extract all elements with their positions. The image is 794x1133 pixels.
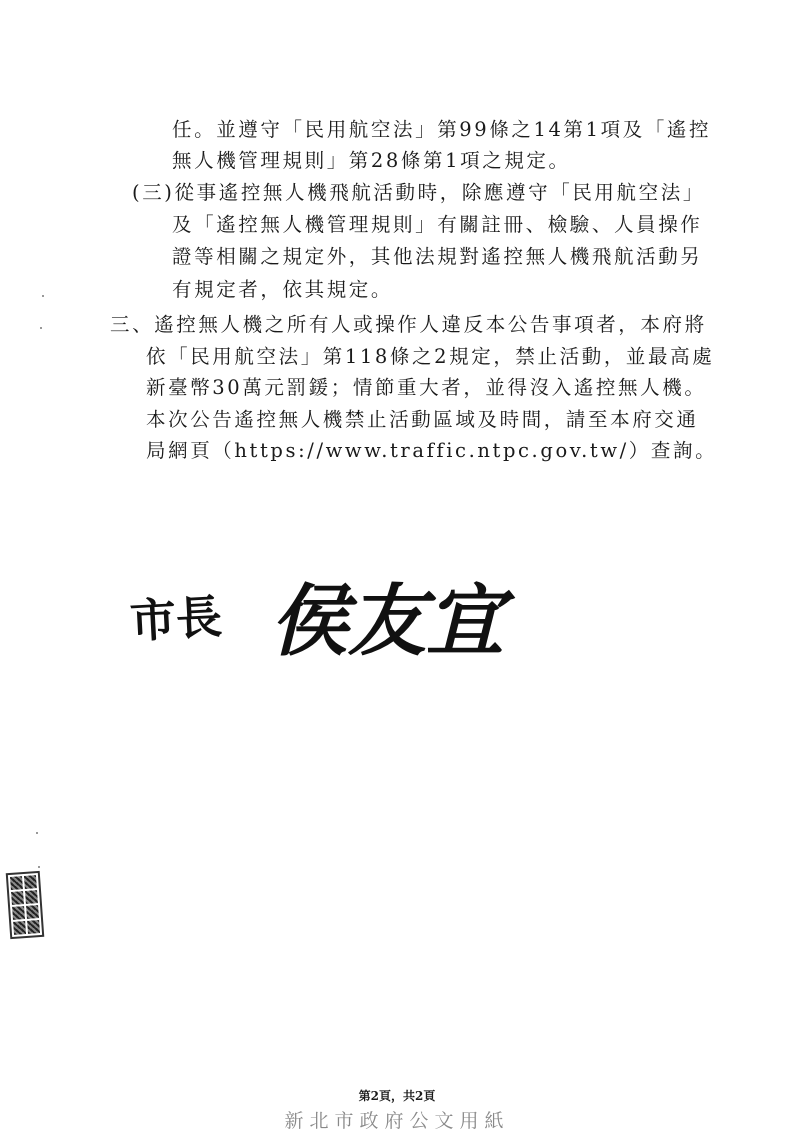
body-line: 三、遙控無人機之所有人或操作人違反本公告事項者，本府將 [110,313,707,336]
body-line: 無人機管理規則」第28條第1項之規定。 [172,149,571,172]
page-indicator: 第2頁，共2頁 [358,1089,436,1103]
body-line: 證等相關之規定外，其他法規對遙控無人機飛航活動另 [172,245,703,268]
body-line: 新臺幣30萬元罰鍰；情節重大者，並得沒入遙控無人機。 [146,376,707,399]
body-line: 任。並遵守「民用航空法」第99條之14第1項及「遙控 [172,118,712,141]
body-line: 局網頁（https://www.traffic.ntpc.gov.tw/）查詢。 [146,439,718,462]
body-line: 及「遙控無人機管理規則」有關註冊、檢驗、人員操作 [172,213,703,236]
body-line: 有規定者，依其規定。 [172,278,394,301]
scan-speck [42,295,44,297]
body-line: 依「民用航空法」第118條之2規定，禁止活動，並最高處 [146,345,715,368]
svg-text:市長: 市長 [128,589,224,649]
scan-speck [40,327,42,329]
body-line: (三)從事遙控無人機飛航活動時，除應遵守「民用航空法」 [132,181,705,204]
official-seal [6,871,45,939]
body-line: 本次公告遙控無人機禁止活動區域及時間，請至本府交通 [146,408,699,431]
scan-speck [38,866,40,868]
mayor-signature [125,560,545,670]
svg-text:侯友宜: 侯友宜 [270,576,505,667]
scan-speck [36,832,38,834]
footer-text: 新北市政府公文用紙 [284,1110,510,1132]
